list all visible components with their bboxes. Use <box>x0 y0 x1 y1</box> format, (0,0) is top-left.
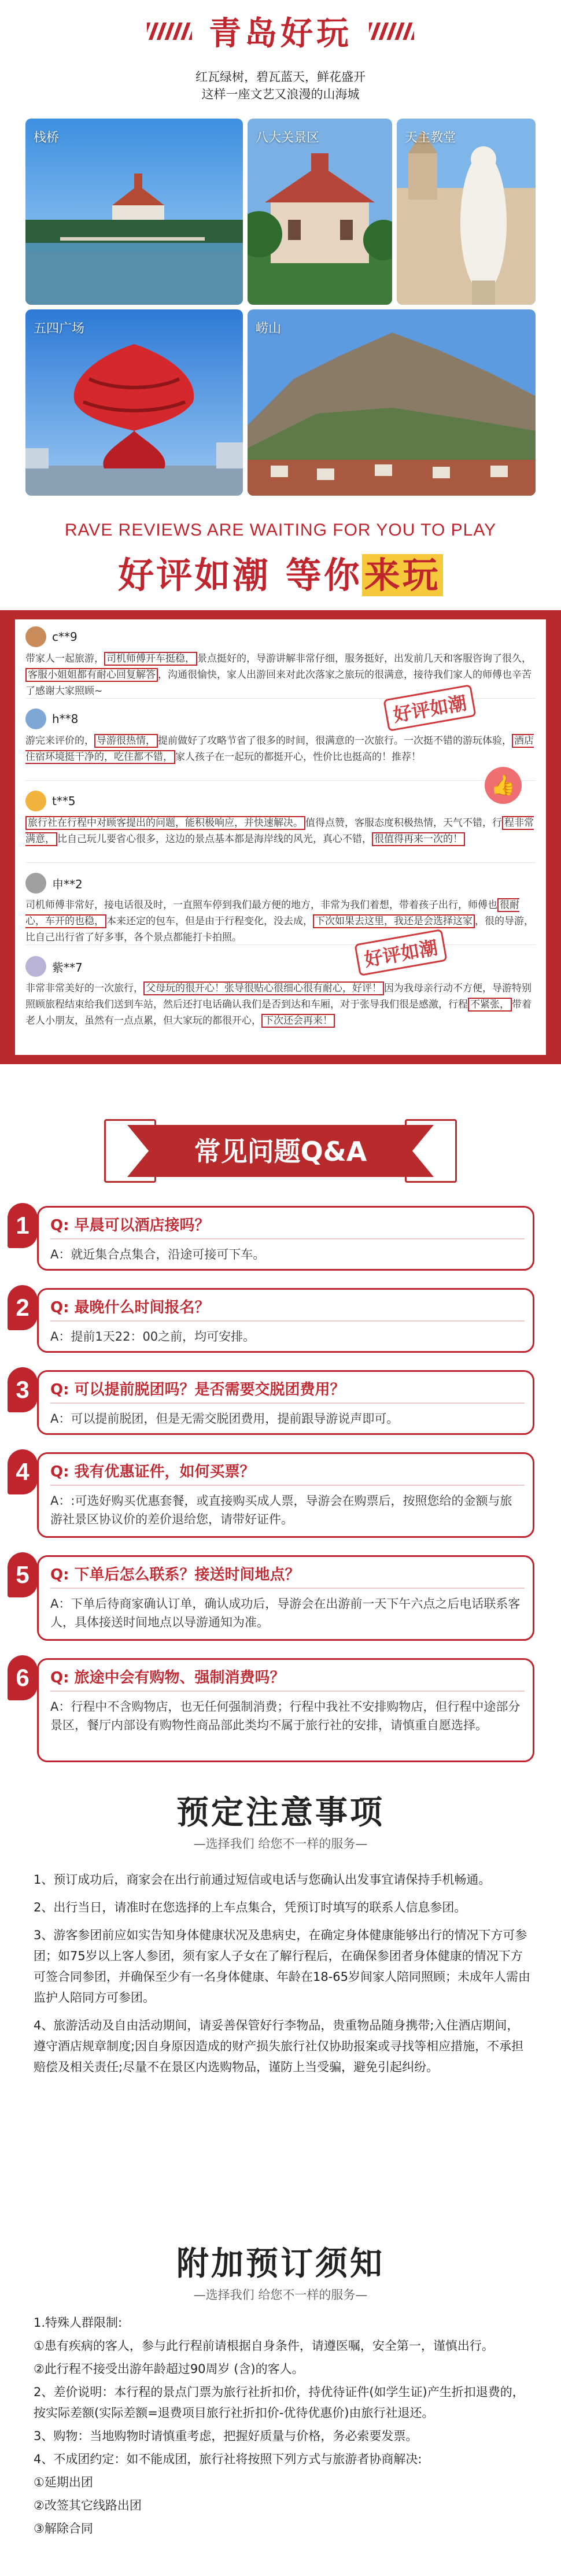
review-text-part: 司机师傅非常好，接电话很及时，一直照车停到我们最方便的地方，非常为我们着想，带着孩子出行，师傅也 <box>25 899 497 911</box>
review-header <box>25 789 536 813</box>
review-header <box>25 707 536 730</box>
faq-question: Q: 早晨可以酒店接吗？ <box>50 1213 525 1239</box>
zhanqiao-image <box>25 119 243 305</box>
photo-caption-cathedral: 天主教堂 <box>405 131 456 145</box>
avatar-icon <box>25 626 46 647</box>
review-highlight-box: 酒店住宿环境挺干净的，吃住都不错， <box>25 735 534 763</box>
review-divider <box>25 862 536 863</box>
praise-stamp: 好评如潮 <box>354 929 447 976</box>
booking-list <box>34 2312 531 2541</box>
review-text <box>25 980 536 1029</box>
reviews-english-title: RAVE REVIEWS ARE WAITING FOR YOU TO PLAY <box>64 521 497 540</box>
booking-item: 2、差价说明：本行程的景点门票为旅行社折扣价，持优待证件(如学生证)产生折扣退费的，按实际差额(实际差额=退费项目旅行社折扣价-优待优惠价)由旅行社退还。 <box>34 2385 525 2420</box>
review-highlight-box: 下次如果去这里，我还是会选择这家 <box>313 914 475 928</box>
review-card <box>25 707 536 765</box>
review-highlight-box: 导游很热情， <box>94 734 158 748</box>
booking-item: 1.特殊人群限制: <box>34 2316 123 2330</box>
photo-caption-zhanqiao: 栈桥 <box>34 131 60 145</box>
photo-caption-badaguan: 八大关景区 <box>256 131 320 145</box>
subtitle-line-2: 这样一座文艺又浪漫的山海城 <box>201 87 360 101</box>
notes-item: 2、出行当日，请准时在您选择的上车点集合，凭预订时填写的联系人信息参团。 <box>34 1900 467 1914</box>
review-header <box>25 955 536 978</box>
review-card <box>25 955 536 1029</box>
photo-caption-laoshan: 崂山 <box>256 322 282 336</box>
thumbs-up-icon: 👍 <box>485 767 522 804</box>
reviews-title <box>0 547 561 598</box>
reviews-title-highlight: 来玩 <box>362 554 443 596</box>
reviews-title-part1: 好评如潮 <box>118 554 271 596</box>
review-text-part: 游完来评价的， <box>25 735 94 747</box>
review-text-part: ，很的导游，比自己出行省了好多事，各个景点都能打卡拍照。 <box>25 916 534 943</box>
faq-number-badge: 5 <box>8 1552 38 1597</box>
faq-answer: A：就近集合点集合，沿途可接可下车。 <box>50 1248 265 1261</box>
review-text-part: 提前做好了攻略节省了很多的时间，很满意的一次旅行。一次挺不错的游玩体验， <box>158 735 512 747</box>
faq-answer: A：行程中不含购物店，也无任何强制消费；行程中我社不安排购物店，但行程中途部分景区，餐厅内部设有购物性商品部此类均不属于旅行社的安排，请慎重自愿选择。 <box>50 1700 521 1732</box>
reviewer-name: 申**2 <box>52 877 83 891</box>
photo-laoshan <box>248 309 536 496</box>
avatar-icon <box>25 791 46 811</box>
review-highlight-box: 程非常满意， <box>25 817 534 845</box>
review-text-part: 本来还定的包车，但是由于行程变化，没去成， <box>106 916 313 927</box>
review-highlight-box: 不紧张， <box>468 998 512 1012</box>
review-highlight-box: 很值得再来一次的！ <box>372 832 465 846</box>
reviewer-name: t**5 <box>52 794 76 808</box>
review-header <box>25 872 536 895</box>
hero-title-row <box>0 8 561 54</box>
stripe-decoration-left <box>147 23 192 40</box>
faq-question: Q: 我有优惠证件，如何买票？ <box>50 1460 525 1486</box>
faq-question: Q: 最晚什么时间报名？ <box>50 1296 525 1322</box>
review-highlight-box: 旅行社在行程中对顾客提出的问题，能积极响应，并快速解决。 <box>25 816 305 830</box>
faq-item <box>16 1555 534 1641</box>
reviews-title-part2: 等你 <box>285 554 362 596</box>
review-text <box>25 815 536 847</box>
faq-number-badge: 1 <box>8 1203 38 1248</box>
review-highlight-box: 客服小姐姐都有耐心回复解答 <box>25 668 158 682</box>
booking-item: 3、购物：当地购物时请慎重考虑，把握好质量与价格，务必索要发票。 <box>34 2429 418 2443</box>
photo-may-fourth-square <box>25 309 243 496</box>
review-card <box>25 789 536 847</box>
hero-subtitle <box>0 68 561 103</box>
faq-question: Q: 下单后怎么联系？接送时间地点？ <box>50 1563 525 1589</box>
booking-item: 4、不成团约定：如不能成团，旅行社将按照下列方式与旅游者协商解决: <box>34 2452 422 2466</box>
faq-number-badge: 4 <box>8 1449 38 1494</box>
booking-item: ②改签其它线路出团 <box>34 2499 142 2512</box>
review-text-part: 带着老人小朋友，虽然有一点点累，但大家玩的都很开心， <box>25 999 532 1027</box>
subtitle-line-1: 红瓦绿树，碧瓦蓝天，鲜花盛开 <box>195 70 366 84</box>
faq-item <box>16 1288 534 1353</box>
page-title: 青岛好玩 <box>209 14 352 53</box>
review-text-part: 因为我母亲行动不方便，导游特别照顾旅程结束给我们送到车站，然后还打电话确认我们是否到达和车厢，对于张导我们很是感激，行程 <box>25 983 532 1010</box>
faq-number-badge: 3 <box>8 1367 38 1412</box>
photo-caption-may-fourth: 五四广场 <box>34 322 85 336</box>
notes-title: 预定注意事项 <box>176 1793 385 1832</box>
notes-item: 3、游客参团前应如实告知身体健康状况及患病史，在确定身体健康能够出行的情况下方可参团；如75岁以上客人参团，须有家人子女在了解行程后，在确保参团者身体健康的情况下方可签合同参团，并确保至少有一名身体健康、年龄在18-65岁间家人陪同照顾；未成年人需由监护人陪同方可参团。 <box>34 1928 531 2005</box>
review-text-part: 家人孩子在一起玩的都挺开心，性价比也挺高的！推荐！ <box>175 751 421 763</box>
faq-answer: A：提前1天22：00之前，均可安排。 <box>50 1330 256 1344</box>
notes-item: 1、预订成功后，商家会在出行前通过短信或电话与您确认出发事宜请保持手机畅通。 <box>34 1873 491 1887</box>
faq-answer: A：可以提前脱团，但是无需交脱团费用，提前跟导游说声即可。 <box>50 1412 399 1426</box>
praise-stamp: 好评如潮 <box>383 684 476 732</box>
review-text-part: ，沟通很愉快，家人出游回来对此次落家之旅玩的很满意，接待我们家人的师傅也辛苦了感谢大家照顾~ <box>25 669 532 697</box>
faq-item <box>16 1206 534 1271</box>
photo-zhanqiao <box>25 119 243 305</box>
booking-subtitle: —选择我们 给您不一样的服务— <box>193 2288 368 2302</box>
photo-cathedral <box>397 119 536 305</box>
review-highlight-box: 父母玩的很开心！张导很贴心很细心很有耐心，好评！ <box>143 981 384 995</box>
reviewer-name: 紫**7 <box>52 960 83 975</box>
faq-question: Q: 旅途中会有购物、强制消费吗？ <box>50 1666 525 1692</box>
photo-badaguan <box>248 119 392 305</box>
faq-item <box>16 1452 534 1538</box>
review-card <box>25 872 536 946</box>
review-text-part: 非常非常美好的一次旅行， <box>25 983 143 994</box>
faq-item <box>16 1370 534 1435</box>
review-text-part: 值得点赞，客服态度积极热情，天气不错，行 <box>305 817 502 829</box>
notes-subtitle: —选择我们 给您不一样的服务— <box>193 1837 368 1851</box>
faq-number-badge: 6 <box>8 1655 38 1700</box>
notes-item: 4、旅游活动及自由活动期间，请妥善保管好行李物品，贵重物品随身携带;入住酒店期间，遵守酒店规章制度;因自身原因造成的财产损失旅行社仅协助报案或寻找等相应措施，不承担赔偿及相关责任;尽量不在景区内选购物品，谨防上当受骗，避免引起纠纷。 <box>34 2018 524 2074</box>
faq-title: 常见问题Q&A <box>194 1136 367 1167</box>
notes-list <box>34 1869 531 2084</box>
avatar-icon <box>25 873 46 894</box>
avatar-icon <box>25 956 46 977</box>
booking-item: ②此行程不接受出游年龄超过90周岁 (含)的客人。 <box>34 2362 304 2376</box>
review-text-part: 比自己玩儿要省心很多，这边的景点基本都是海岸线的风光，真心不错， <box>57 833 372 845</box>
review-header <box>25 625 536 648</box>
may-fourth-image <box>25 309 243 496</box>
review-divider <box>25 944 536 945</box>
faq-banner <box>104 1119 457 1183</box>
faq-answer: A：下单后待商家确认订单，确认成功后，导游会在出游前一天下午六点之后电话联系客人，具体接送时间地点以导游通知为准。 <box>50 1597 521 1629</box>
review-text <box>25 897 536 946</box>
review-highlight-box: 下次还会再来！ <box>261 1014 335 1028</box>
booking-item: ③解除合同 <box>34 2522 93 2536</box>
reviews-frame <box>0 610 561 1064</box>
review-text-part: 景点挺好的，导游讲解非常仔细，服务挺好，出发前几天和客服咨询了很久， <box>197 653 532 665</box>
review-text-part: 带家人一起旅游， <box>25 653 104 665</box>
faq-question: Q: 可以提前脱团吗？是否需要交脱团费用？ <box>50 1378 525 1404</box>
faq-answer: A：:可选好购买优惠套餐，或直接购买成人票，导游会在购票后，按照您给的金额与旅游社景区协议价的差价退给您，请带好证件。 <box>50 1494 512 1526</box>
avatar-icon <box>25 708 46 729</box>
review-highlight-box: 司机师傅开车挺稳， <box>104 652 197 666</box>
booking-item: ①延期出团 <box>34 2475 93 2489</box>
review-divider <box>25 780 536 781</box>
booking-item: ①患有疾病的客人，参与此行程前请根据自身条件，请遵医嘱，安全第一，谨慎出行。 <box>34 2339 494 2353</box>
reviews-paper <box>15 619 546 1055</box>
stripe-decoration-right <box>369 23 414 40</box>
reviewer-name: c**9 <box>52 630 77 644</box>
booking-title: 附加预订须知 <box>176 2245 385 2283</box>
review-highlight-box: 很耐心，车开的也稳， <box>25 899 519 927</box>
review-text <box>25 733 536 765</box>
faq-number-badge: 2 <box>8 1285 38 1330</box>
cathedral-image <box>397 119 536 305</box>
laoshan-image <box>248 309 536 496</box>
reviewer-name: h**8 <box>52 712 79 726</box>
faq-item <box>16 1658 534 1762</box>
badaguan-image <box>248 119 392 305</box>
